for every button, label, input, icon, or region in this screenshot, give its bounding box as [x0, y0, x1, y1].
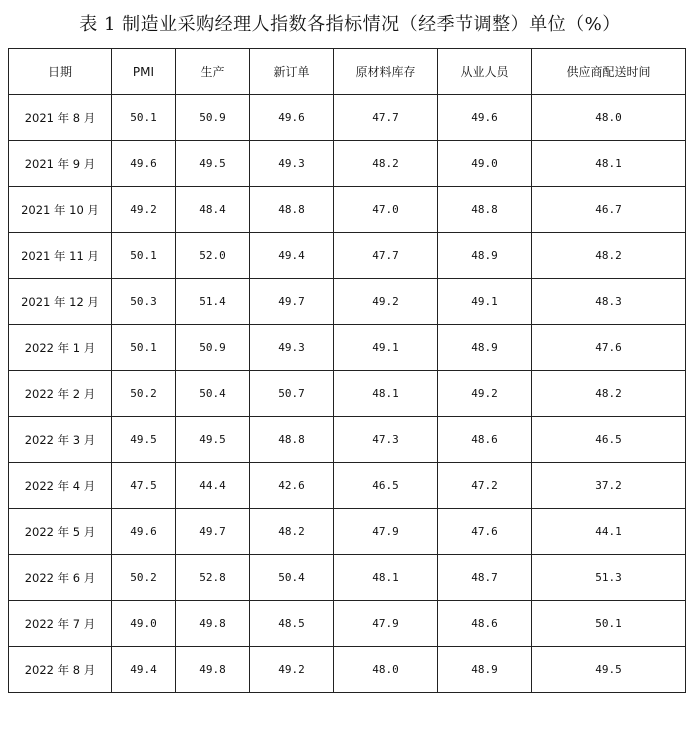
header-employment: 从业人员 [438, 49, 532, 95]
cell-raw-material-inventory: 46.5 [334, 463, 438, 509]
header-row [9, 49, 686, 95]
cell-date: 2021 年 10 月 [9, 187, 112, 233]
cell-date: 2022 年 4 月 [9, 463, 112, 509]
cell-new-orders: 50.7 [250, 371, 334, 417]
cell-supplier-delivery-time: 49.5 [532, 647, 686, 693]
cell-date: 2022 年 6 月 [9, 555, 112, 601]
cell-new-orders: 48.8 [250, 417, 334, 463]
cell-production: 49.8 [176, 601, 250, 647]
cell-supplier-delivery-time: 47.6 [532, 325, 686, 371]
cell-production: 51.4 [176, 279, 250, 325]
cell-pmi: 50.2 [112, 371, 176, 417]
cell-pmi: 49.4 [112, 647, 176, 693]
table-row [9, 279, 686, 325]
cell-employment: 48.6 [438, 417, 532, 463]
cell-new-orders: 48.8 [250, 187, 334, 233]
cell-date: 2022 年 5 月 [9, 509, 112, 555]
cell-production: 50.9 [176, 325, 250, 371]
cell-production: 50.9 [176, 95, 250, 141]
cell-new-orders: 48.2 [250, 509, 334, 555]
cell-new-orders: 49.4 [250, 233, 334, 279]
cell-raw-material-inventory: 47.3 [334, 417, 438, 463]
cell-employment: 48.8 [438, 187, 532, 233]
cell-raw-material-inventory: 47.7 [334, 233, 438, 279]
cell-supplier-delivery-time: 48.1 [532, 141, 686, 187]
cell-production: 44.4 [176, 463, 250, 509]
table-row [9, 647, 686, 693]
cell-supplier-delivery-time: 48.3 [532, 279, 686, 325]
cell-date: 2021 年 9 月 [9, 141, 112, 187]
header-date: 日期 [9, 49, 112, 95]
cell-raw-material-inventory: 49.1 [334, 325, 438, 371]
cell-date: 2022 年 8 月 [9, 647, 112, 693]
cell-raw-material-inventory: 47.7 [334, 95, 438, 141]
cell-new-orders: 49.2 [250, 647, 334, 693]
header-raw-material-inventory: 原材料库存 [334, 49, 438, 95]
cell-pmi: 50.1 [112, 233, 176, 279]
cell-raw-material-inventory: 47.9 [334, 509, 438, 555]
pmi-table [8, 48, 686, 693]
cell-supplier-delivery-time: 46.7 [532, 187, 686, 233]
cell-employment: 48.9 [438, 233, 532, 279]
header-supplier-delivery-time: 供应商配送时间 [532, 49, 686, 95]
cell-employment: 48.9 [438, 647, 532, 693]
cell-pmi: 50.3 [112, 279, 176, 325]
cell-pmi: 50.1 [112, 95, 176, 141]
cell-new-orders: 49.6 [250, 95, 334, 141]
cell-employment: 48.7 [438, 555, 532, 601]
cell-new-orders: 42.6 [250, 463, 334, 509]
table-row [9, 187, 686, 233]
cell-date: 2022 年 2 月 [9, 371, 112, 417]
cell-raw-material-inventory: 47.9 [334, 601, 438, 647]
header-pmi: PMI [112, 49, 176, 95]
table-row [9, 325, 686, 371]
cell-new-orders: 50.4 [250, 555, 334, 601]
cell-employment: 49.1 [438, 279, 532, 325]
table-header [9, 49, 686, 95]
cell-date: 2022 年 7 月 [9, 601, 112, 647]
cell-new-orders: 49.3 [250, 141, 334, 187]
cell-raw-material-inventory: 49.2 [334, 279, 438, 325]
cell-employment: 47.6 [438, 509, 532, 555]
cell-production: 49.5 [176, 417, 250, 463]
cell-raw-material-inventory: 48.2 [334, 141, 438, 187]
table-row [9, 509, 686, 555]
header-production: 生产 [176, 49, 250, 95]
cell-supplier-delivery-time: 48.2 [532, 233, 686, 279]
table-title: 表 1 制造业采购经理人指数各指标情况（经季节调整）单位（%） [79, 14, 621, 35]
table-row [9, 417, 686, 463]
cell-raw-material-inventory: 48.1 [334, 371, 438, 417]
cell-supplier-delivery-time: 51.3 [532, 555, 686, 601]
cell-supplier-delivery-time: 37.2 [532, 463, 686, 509]
cell-production: 50.4 [176, 371, 250, 417]
table-row [9, 463, 686, 509]
cell-raw-material-inventory: 48.0 [334, 647, 438, 693]
cell-supplier-delivery-time: 48.0 [532, 95, 686, 141]
cell-pmi: 50.2 [112, 555, 176, 601]
cell-date: 2022 年 1 月 [9, 325, 112, 371]
table-row [9, 555, 686, 601]
cell-production: 49.5 [176, 141, 250, 187]
cell-pmi: 49.6 [112, 509, 176, 555]
cell-supplier-delivery-time: 46.5 [532, 417, 686, 463]
cell-new-orders: 48.5 [250, 601, 334, 647]
cell-employment: 48.9 [438, 325, 532, 371]
table-row [9, 371, 686, 417]
cell-new-orders: 49.3 [250, 325, 334, 371]
table-row [9, 601, 686, 647]
cell-raw-material-inventory: 47.0 [334, 187, 438, 233]
cell-production: 49.7 [176, 509, 250, 555]
cell-supplier-delivery-time: 44.1 [532, 509, 686, 555]
cell-employment: 48.6 [438, 601, 532, 647]
cell-new-orders: 49.7 [250, 279, 334, 325]
cell-employment: 49.0 [438, 141, 532, 187]
cell-production: 48.4 [176, 187, 250, 233]
cell-production: 52.8 [176, 555, 250, 601]
header-new-orders: 新订单 [250, 49, 334, 95]
cell-pmi: 49.6 [112, 141, 176, 187]
cell-production: 49.8 [176, 647, 250, 693]
cell-date: 2021 年 12 月 [9, 279, 112, 325]
cell-pmi: 49.0 [112, 601, 176, 647]
cell-employment: 47.2 [438, 463, 532, 509]
cell-pmi: 49.5 [112, 417, 176, 463]
cell-raw-material-inventory: 48.1 [334, 555, 438, 601]
cell-employment: 49.6 [438, 95, 532, 141]
table-body [9, 95, 686, 693]
cell-supplier-delivery-time: 50.1 [532, 601, 686, 647]
cell-supplier-delivery-time: 48.2 [532, 371, 686, 417]
cell-date: 2022 年 3 月 [9, 417, 112, 463]
cell-pmi: 49.2 [112, 187, 176, 233]
cell-date: 2021 年 11 月 [9, 233, 112, 279]
table-row [9, 233, 686, 279]
table-row [9, 95, 686, 141]
cell-pmi: 50.1 [112, 325, 176, 371]
cell-employment: 49.2 [438, 371, 532, 417]
table-row [9, 141, 686, 187]
cell-production: 52.0 [176, 233, 250, 279]
cell-date: 2021 年 8 月 [9, 95, 112, 141]
cell-pmi: 47.5 [112, 463, 176, 509]
